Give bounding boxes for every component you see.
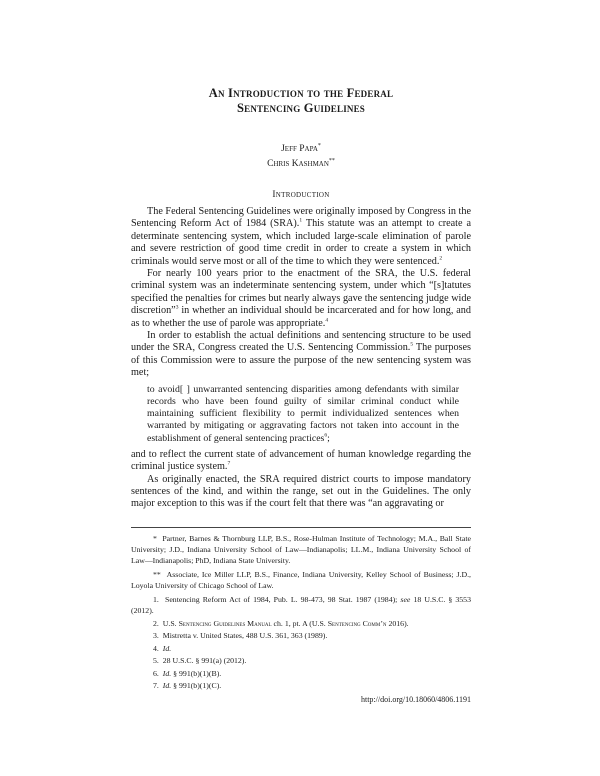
footnote-number: 5. bbox=[153, 656, 159, 665]
text-run: ; bbox=[327, 432, 330, 444]
author-mark: ** bbox=[328, 158, 335, 165]
block-quote bbox=[147, 384, 459, 445]
text-run: For nearly 100 years prior to the enactment of the SRA, the U.S. federal criminal system was an indeterminate sentencing system, under which “[s]tatutes specified the penalties for crimes but nearly always gave the sentencing judge wide discretion” bbox=[131, 268, 471, 317]
title-line-1: An Introduction to the Federal bbox=[208, 86, 394, 100]
paragraph: As originally enacted, the SRA required district courts to impose mandatory sentences of the kind, and within the range, set out in the Guidelines. The only major exception to this was if the court felt that there was “an aggravating or bbox=[131, 473, 471, 510]
footnote-ref[interactable]: 3 bbox=[175, 304, 179, 311]
footnote-text: Sentencing Reform Act of 1984, Pub. L. 98-473, 98 Stat. 1987 (1984); bbox=[165, 595, 401, 604]
paragraph bbox=[131, 206, 471, 268]
footnote-number: 2. bbox=[153, 618, 159, 628]
footnote-text: 2016). bbox=[386, 618, 409, 628]
footnote-number: 1. bbox=[153, 595, 159, 604]
footnotes bbox=[131, 533, 471, 693]
footnote-ref[interactable]: 2 bbox=[439, 255, 443, 262]
footnote-text: 18 U.S.C. § 3553 (2012). bbox=[131, 595, 471, 615]
footnote-5 bbox=[131, 655, 471, 666]
footnote-number: 3. bbox=[153, 631, 159, 640]
author-mark: * bbox=[317, 143, 321, 149]
footnote-mark: ** bbox=[153, 570, 161, 579]
article-title bbox=[131, 86, 471, 116]
footnote-ref[interactable]: 4 bbox=[325, 317, 329, 324]
text-run: The Federal Sentencing Guidelines were originally imposed by Congress in the Sentencing Reform Act of 1984 (SRA). bbox=[131, 206, 471, 230]
footnote-id: Id. bbox=[162, 681, 172, 690]
footnote-3 bbox=[131, 630, 471, 641]
footnote-text: Mistretta v. United States, 488 U.S. 361, 363 (1989). bbox=[162, 631, 328, 640]
text-run: to avoid[ ] unwarranted sentencing disparities among defendants with similar records who have been found guilty of similar criminal conduct while maintaining sufficient flexibility to permit individualized sentences when warranted by mitigating or aggravating factors not taken into account in the establishment of general sentencing practices bbox=[147, 383, 459, 444]
text-run: The purposes of this Commission were to assure the purpose of the new sentencing system was met; bbox=[131, 342, 471, 379]
footnote-text: Associate, Ice Miller LLP, B.S., Finance, Indiana University, Kelley School of Business; J.D., Loyola University of Chicago School of Law. bbox=[131, 570, 471, 590]
title-line-2: Sentencing Guidelines bbox=[236, 101, 366, 115]
footnote-4 bbox=[131, 643, 471, 654]
footnote-text: Partner, Barnes & Thornburg LLP, B.S., Rose-Hulman Institute of Technology; M.A., Ball State University; J.D., Indiana University School of Law—Indianapolis; LL.M., Indiana University School of Law—Indianapolis; PhD, Indiana State University. bbox=[131, 534, 471, 565]
footnote-ref[interactable]: 5 bbox=[410, 342, 414, 349]
author-1 bbox=[131, 140, 471, 155]
footnote-source: Sentencing Guidelines Manual bbox=[178, 618, 272, 628]
paragraph bbox=[131, 268, 471, 330]
footnote-ref[interactable]: 7 bbox=[227, 460, 231, 467]
text-run: This statute was an attempt to create a determinate sentencing system, which included large-scale elimination of parole and severe restriction of good time credit in order to create a system in which criminals would serve most or all of the time to which they were sentenced. bbox=[131, 218, 472, 267]
footnote-source: Sentencing Comm’n bbox=[327, 618, 387, 628]
footnote-ref[interactable]: 1 bbox=[299, 218, 303, 225]
footnote-mark: * bbox=[153, 534, 157, 543]
author-name: Jeff Papa bbox=[281, 144, 318, 155]
footnote-text: § 991(b)(1)(B). bbox=[171, 668, 222, 678]
footnote-text: U.S. bbox=[162, 618, 179, 628]
footnote-number: 6. bbox=[153, 668, 159, 678]
footnote-1 bbox=[131, 594, 471, 616]
author-2 bbox=[131, 155, 471, 170]
author-name: Chris Kashman bbox=[267, 159, 329, 170]
footnote-number: 4. bbox=[153, 643, 159, 653]
footnote-number: 7. bbox=[153, 681, 159, 690]
paragraph bbox=[131, 449, 471, 474]
footnote-signal: see bbox=[400, 595, 411, 604]
footnote-ref[interactable]: 6 bbox=[324, 432, 328, 439]
footnote-text: 28 U.S.C. § 991(a) (2012). bbox=[162, 656, 247, 665]
footnote-text: ch. 1, pt. A (U.S. bbox=[271, 618, 328, 628]
footnote-7 bbox=[131, 680, 471, 691]
footnote-2 bbox=[131, 618, 471, 629]
footnote-id: Id. bbox=[162, 668, 172, 678]
text-run: In order to establish the actual definitions and sentencing structure to be used under the SRA, Congress created the U.S. Sentencing Commission. bbox=[131, 330, 471, 354]
text-run: in whether an individual should be incarcerated and for how long, and as to whether the use of parole was appropriate. bbox=[131, 305, 471, 329]
footnote-6 bbox=[131, 668, 471, 679]
footnote-text: § 991(b)(1)(C). bbox=[171, 681, 222, 690]
text-run: and to reflect the current state of advancement of human knowledge regarding the criminal justice system. bbox=[131, 448, 471, 473]
body-text bbox=[131, 206, 471, 511]
footnote-author-2 bbox=[131, 569, 471, 591]
footnote-author-1 bbox=[131, 533, 471, 566]
footnote-id: Id. bbox=[162, 643, 172, 653]
footnote-divider bbox=[131, 527, 471, 528]
doi-link[interactable]: http://doi.org/10.18060/4806.1191 bbox=[360, 695, 471, 704]
author-list bbox=[131, 140, 471, 170]
section-heading: Introduction bbox=[272, 190, 330, 200]
paragraph bbox=[131, 330, 471, 380]
